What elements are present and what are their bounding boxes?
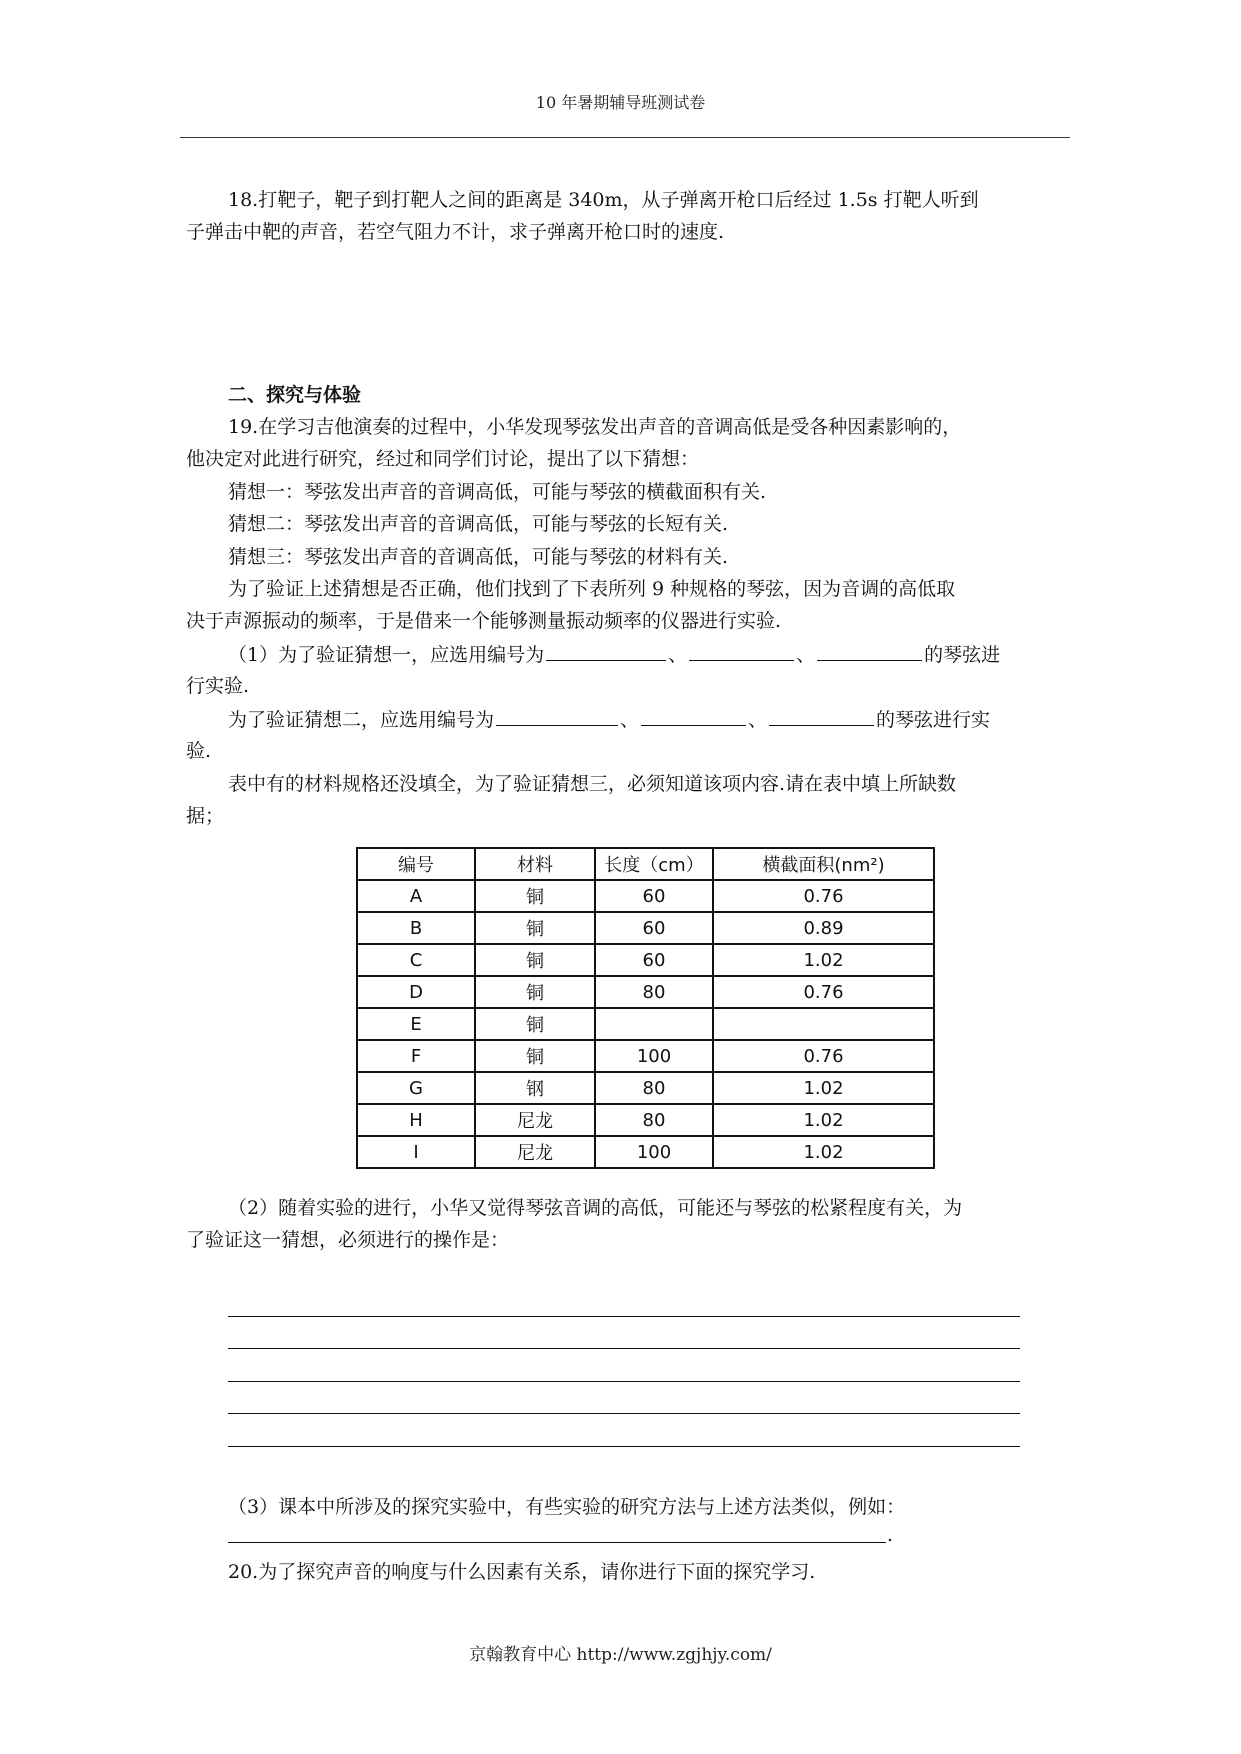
table-header-cell: 横截面积(nm²) <box>713 848 934 880</box>
table-cell-blank[interactable] <box>595 1008 713 1040</box>
table-cell: 1.02 <box>713 1072 934 1104</box>
q19-part3-end: . <box>887 1524 894 1546</box>
q19-verify-line-2: 决于声源振动的频率，于是借来一个能够测量振动频率的仪器进行实验. <box>186 610 782 632</box>
table-cell: A <box>357 880 475 912</box>
table-row <box>357 1072 934 1104</box>
table-row <box>357 880 934 912</box>
table-row <box>357 976 934 1008</box>
answer-blank-1b[interactable] <box>689 640 794 661</box>
q19-part1b-suffix: 的琴弦进行实 <box>876 709 991 731</box>
answer-blank-1a[interactable] <box>546 640 666 661</box>
table-cell: 1.02 <box>713 1136 934 1168</box>
separator: 、 <box>796 644 816 666</box>
answer-line-part3[interactable] <box>228 1542 886 1543</box>
q19-part1-cont: 行实验. <box>186 675 250 697</box>
table-cell: 0.76 <box>713 880 934 912</box>
table-header-cell: 长度（cm） <box>595 848 713 880</box>
table-header-cell: 材料 <box>475 848 595 880</box>
table-cell: 1.02 <box>713 1104 934 1136</box>
table-row <box>357 1136 934 1168</box>
table-cell: 0.76 <box>713 1040 934 1072</box>
table-cell: I <box>357 1136 475 1168</box>
table-cell: C <box>357 944 475 976</box>
table-cell: 钢 <box>475 1072 595 1104</box>
table-cell: 铜 <box>475 912 595 944</box>
table-cell: F <box>357 1040 475 1072</box>
table-cell: 尼龙 <box>475 1104 595 1136</box>
table-cell: B <box>357 912 475 944</box>
q19-guess-2: 猜想二：琴弦发出声音的音调高低，可能与琴弦的长短有关. <box>228 513 729 535</box>
table-cell: E <box>357 1008 475 1040</box>
answer-line[interactable] <box>228 1316 1020 1317</box>
q19-part1-line <box>228 640 1000 669</box>
table-cell: 铜 <box>475 1008 595 1040</box>
table-cell: 100 <box>595 1040 713 1072</box>
table-cell: 60 <box>595 944 713 976</box>
q19-guess-1: 猜想一：琴弦发出声音的音调高低，可能与琴弦的横截面积有关. <box>228 481 767 503</box>
table-row <box>357 912 934 944</box>
table-row <box>357 1008 934 1040</box>
q19-part1b-cont: 验. <box>186 740 212 762</box>
table-cell: H <box>357 1104 475 1136</box>
table-cell: 60 <box>595 912 713 944</box>
table-cell: 铜 <box>475 976 595 1008</box>
q19-part1-prefix: （1）为了验证猜想一，应选用编号为 <box>228 644 545 666</box>
table-cell: G <box>357 1072 475 1104</box>
table-cell: 0.89 <box>713 912 934 944</box>
page-header-title: 10 年暑期辅导班测试卷 <box>535 93 706 112</box>
q19-guess-3: 猜想三：琴弦发出声音的音调高低，可能与琴弦的材料有关. <box>228 546 729 568</box>
separator: 、 <box>668 644 688 666</box>
q19-part1b-line <box>228 705 990 734</box>
page-footer: 京翰教育中心 http://www.zgjhjy.com/ <box>469 1645 772 1665</box>
q19-part1b-prefix: 为了验证猜想二，应选用编号为 <box>228 709 495 731</box>
table-cell: 0.76 <box>713 976 934 1008</box>
q19-part3-line-1: （3）课本中所涉及的探究实验中，有些实验的研究方法与上述方法类似，例如： <box>228 1496 906 1518</box>
q19-part1-suffix: 的琴弦进 <box>924 644 1001 666</box>
table-cell: 1.02 <box>713 944 934 976</box>
q18-line-2: 子弹击中靶的声音，若空气阻力不计，求子弹离开枪口时的速度. <box>186 221 725 243</box>
table-cell: 铜 <box>475 944 595 976</box>
answer-line[interactable] <box>228 1413 1020 1414</box>
separator: 、 <box>748 709 768 731</box>
table-cell: 100 <box>595 1136 713 1168</box>
q19-part1c-line-2: 据； <box>186 805 225 827</box>
separator: 、 <box>620 709 640 731</box>
table-row <box>357 944 934 976</box>
table-row <box>357 1040 934 1072</box>
q19-verify-line-1: 为了验证上述猜想是否正确，他们找到了下表所列 9 种规格的琴弦，因为音调的高低取 <box>228 578 956 600</box>
answer-blank-1c[interactable] <box>817 640 922 661</box>
table-header-cell: 编号 <box>357 848 475 880</box>
q19-intro-line-1: 19.在学习吉他演奏的过程中，小华发现琴弦发出声音的音调高低是受各种因素影响的， <box>228 416 962 438</box>
answer-blank-2c[interactable] <box>769 705 874 726</box>
table-cell: 60 <box>595 880 713 912</box>
section-title: 二、探究与体验 <box>228 384 362 406</box>
table-cell: D <box>357 976 475 1008</box>
q19-intro-line-2: 他决定对此进行研究，经过和同学们讨论，提出了以下猜想： <box>186 448 700 470</box>
table-header-row <box>357 848 934 880</box>
q19-part2-line-1: （2）随着实验的进行，小华又觉得琴弦音调的高低，可能还与琴弦的松紧程度有关，为 <box>228 1197 963 1219</box>
answer-line[interactable] <box>228 1348 1020 1349</box>
answer-line[interactable] <box>228 1446 1020 1447</box>
table-row <box>357 1104 934 1136</box>
table-cell: 80 <box>595 1072 713 1104</box>
table-cell: 铜 <box>475 1040 595 1072</box>
q18-line-1: 18.打靶子，靶子到打靶人之间的距离是 340m，从子弹离开枪口后经过 1.5s 打靶人听到 <box>228 189 979 211</box>
table-cell: 80 <box>595 1104 713 1136</box>
table-cell: 80 <box>595 976 713 1008</box>
table-cell: 铜 <box>475 880 595 912</box>
q19-part1c-line-1: 表中有的材料规格还没填全，为了验证猜想三，必须知道该项内容.请在表中填上所缺数 <box>228 773 957 795</box>
q20-line-1: 20.为了探究声音的响度与什么因素有关系，请你进行下面的探究学习. <box>228 1561 816 1583</box>
answer-blank-2b[interactable] <box>641 705 746 726</box>
answer-line[interactable] <box>228 1381 1020 1382</box>
answer-blank-2a[interactable] <box>496 705 618 726</box>
string-spec-table <box>356 847 935 1169</box>
q19-part2-line-2: 了验证这一猜想，必须进行的操作是： <box>186 1229 510 1251</box>
header-divider <box>180 137 1070 138</box>
table-cell: 尼龙 <box>475 1136 595 1168</box>
table-cell-blank[interactable] <box>713 1008 934 1040</box>
